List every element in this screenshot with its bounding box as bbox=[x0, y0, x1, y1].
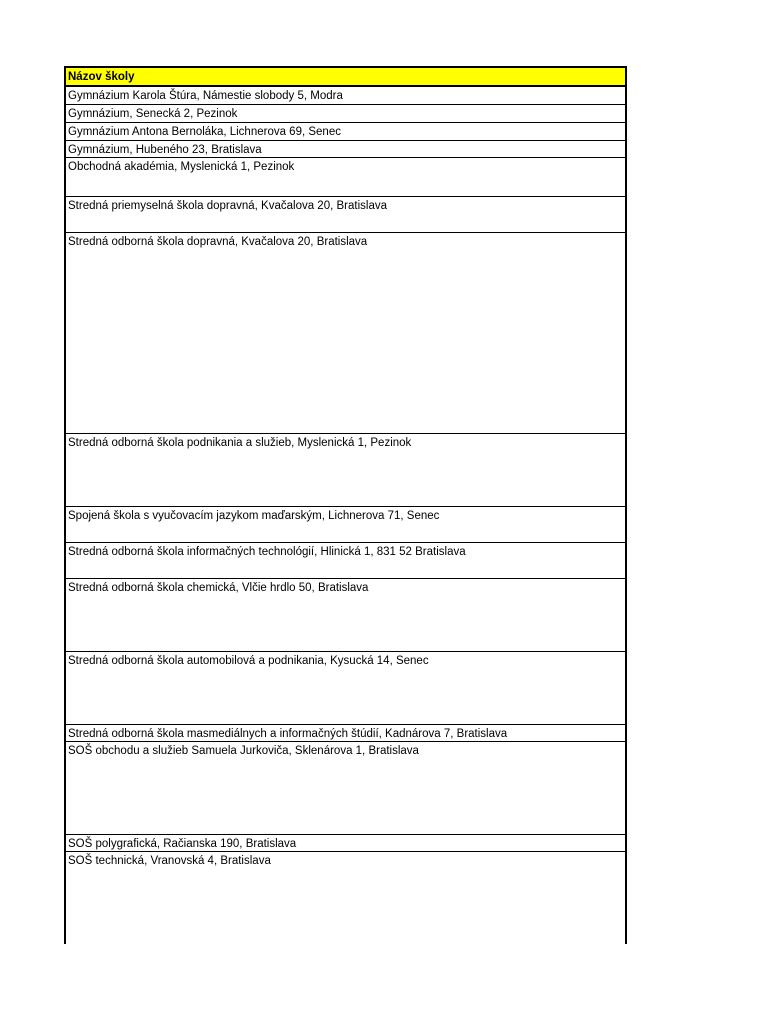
table-row[interactable]: Stredná odborná škola dopravná, Kvačalova 20, Bratislava bbox=[66, 233, 625, 434]
column-header-school-name[interactable]: Názov školy bbox=[66, 68, 625, 87]
table-row[interactable]: Stredná odborná škola chemická, Vlčie hrdlo 50, Bratislava bbox=[66, 579, 625, 652]
table-row[interactable]: Stredná priemyselná škola dopravná, Kvačalova 20, Bratislava bbox=[66, 197, 625, 233]
table-row[interactable]: Gymnázium Antona Bernoláka, Lichnerova 69, Senec bbox=[66, 123, 625, 141]
table-row[interactable]: Stredná odborná škola automobilová a podnikania, Kysucká 14, Senec bbox=[66, 652, 625, 725]
school-list-table bbox=[64, 66, 627, 944]
table-row[interactable]: Stredná odborná škola podnikania a služieb, Myslenická 1, Pezinok bbox=[66, 434, 625, 507]
table-row[interactable]: SOŠ polygrafická, Račianska 190, Bratislava bbox=[66, 835, 625, 852]
table-row[interactable]: Spojená škola s vyučovacím jazykom maďarským, Lichnerova 71, Senec bbox=[66, 507, 625, 543]
table-row[interactable]: Gymnázium, Hubeného 23, Bratislava bbox=[66, 141, 625, 158]
table-row[interactable]: SOŠ technická, Vranovská 4, Bratislava bbox=[68, 855, 271, 867]
table-row[interactable]: Gymnázium, Senecká 2, Pezinok bbox=[66, 105, 625, 123]
table-row[interactable]: Gymnázium Karola Štúra, Námestie slobody 5, Modra bbox=[66, 87, 625, 105]
table-row[interactable]: Stredná odborná škola masmediálnych a informačných štúdií, Kadnárova 7, Bratislava bbox=[66, 725, 625, 742]
table-row[interactable]: Obchodná akadémia, Myslenická 1, Pezinok bbox=[66, 158, 625, 197]
table-row[interactable]: SOŠ obchodu a služieb Samuela Jurkoviča, Sklenárova 1, Bratislava bbox=[66, 742, 625, 835]
table-row[interactable]: Stredná odborná škola informačných technológií, Hlinická 1, 831 52 Bratislava bbox=[66, 543, 625, 579]
